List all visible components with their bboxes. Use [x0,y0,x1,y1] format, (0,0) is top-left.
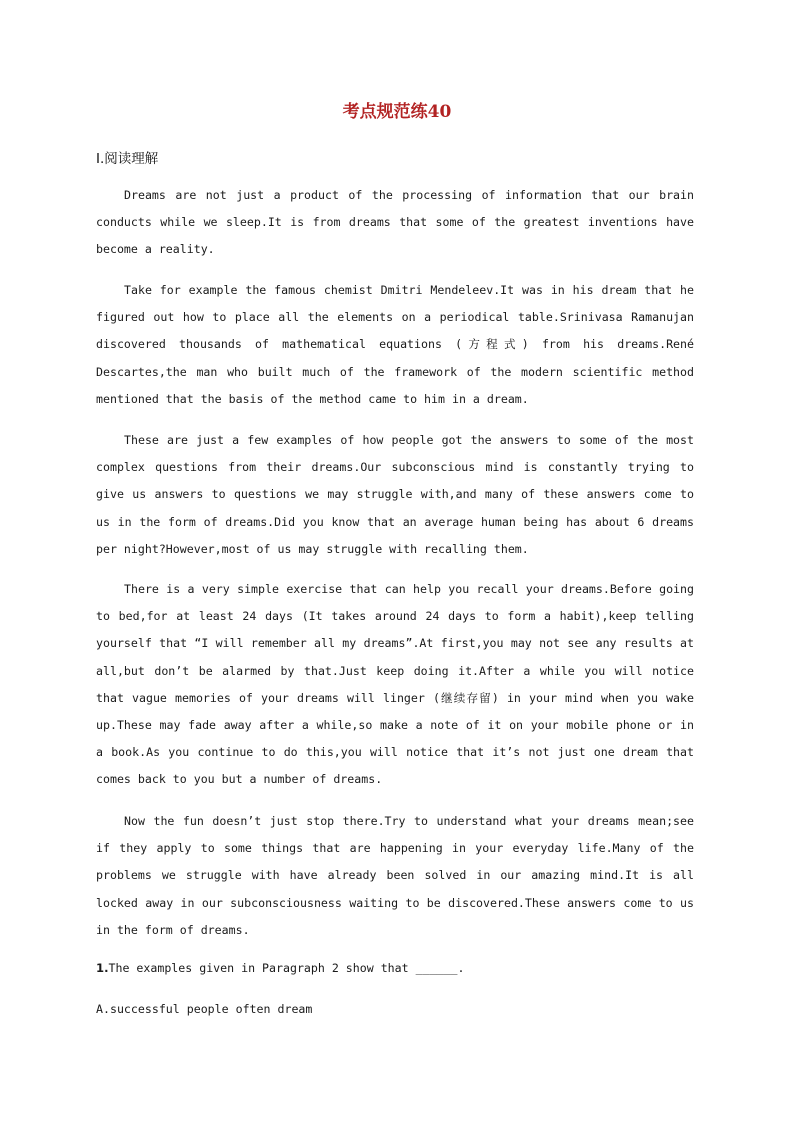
question-number: 1. [96,961,109,975]
question-1 [96,961,464,975]
paragraph-5: Now the fun doesn’t just stop there.Try to understand what your dreams mean;see if they apply to some things that are happening in your everyday life.Many of the problems we struggle with have already been solved in our amazing mind.It is all locked away in our subconsciousness waiting to be discovered.These answers come to us in the form of dreams. [96,814,694,937]
paragraph-2: Take for example the famous chemist Dmitri Mendeleev.It was in his dream that he figured out how to place all the elements on a periodical table.Srinivasa Ramanujan discovered thousands of mathematical equations (方程式) from his dreams.René Descartes,the man who built much of the framework of the modern scientific method mentioned that the basis of the method came to him in a dream. [96,283,694,406]
paragraph-1: Dreams are not just a product of the processing of information that our brain conducts while we sleep.It is from dreams that some of the greatest inventions have become a reality. [96,188,694,257]
paragraph-3: These are just a few examples of how people got the answers to some of the most complex questions from their dreams.Our subconscious mind is constantly trying to give us answers to questions we may struggle with,and many of these answers come to us in the form of dreams.Did you know that an average human being has about 6 dreams per night?However,most of us may struggle with recalling them. [96,433,694,556]
paragraph-4: There is a very simple exercise that can help you recall your dreams.Before going to bed,for at least 24 days (It takes around 24 days to form a habit),keep telling yourself that “I will remember all my dreams”.At first,you may not see any results at all,but don’t be alarmed by that.Just keep doing it.After a while you will notice that vague memories of your dreams will linger (继续存留) in your mind when you wake up.These may fade away after a while,so make a note of it on your mobile phone or in a book.As you continue to do this,you will notice that it’s not just one dream that comes back to you but a number of dreams. [96,582,694,787]
page-title: 考点规范练40 [342,102,452,122]
section-heading: Ⅰ.阅读理解 [96,151,159,167]
option-a: A.successful people often dream [96,1002,313,1016]
question-text: The examples given in Paragraph 2 show that ______. [108,961,465,975]
